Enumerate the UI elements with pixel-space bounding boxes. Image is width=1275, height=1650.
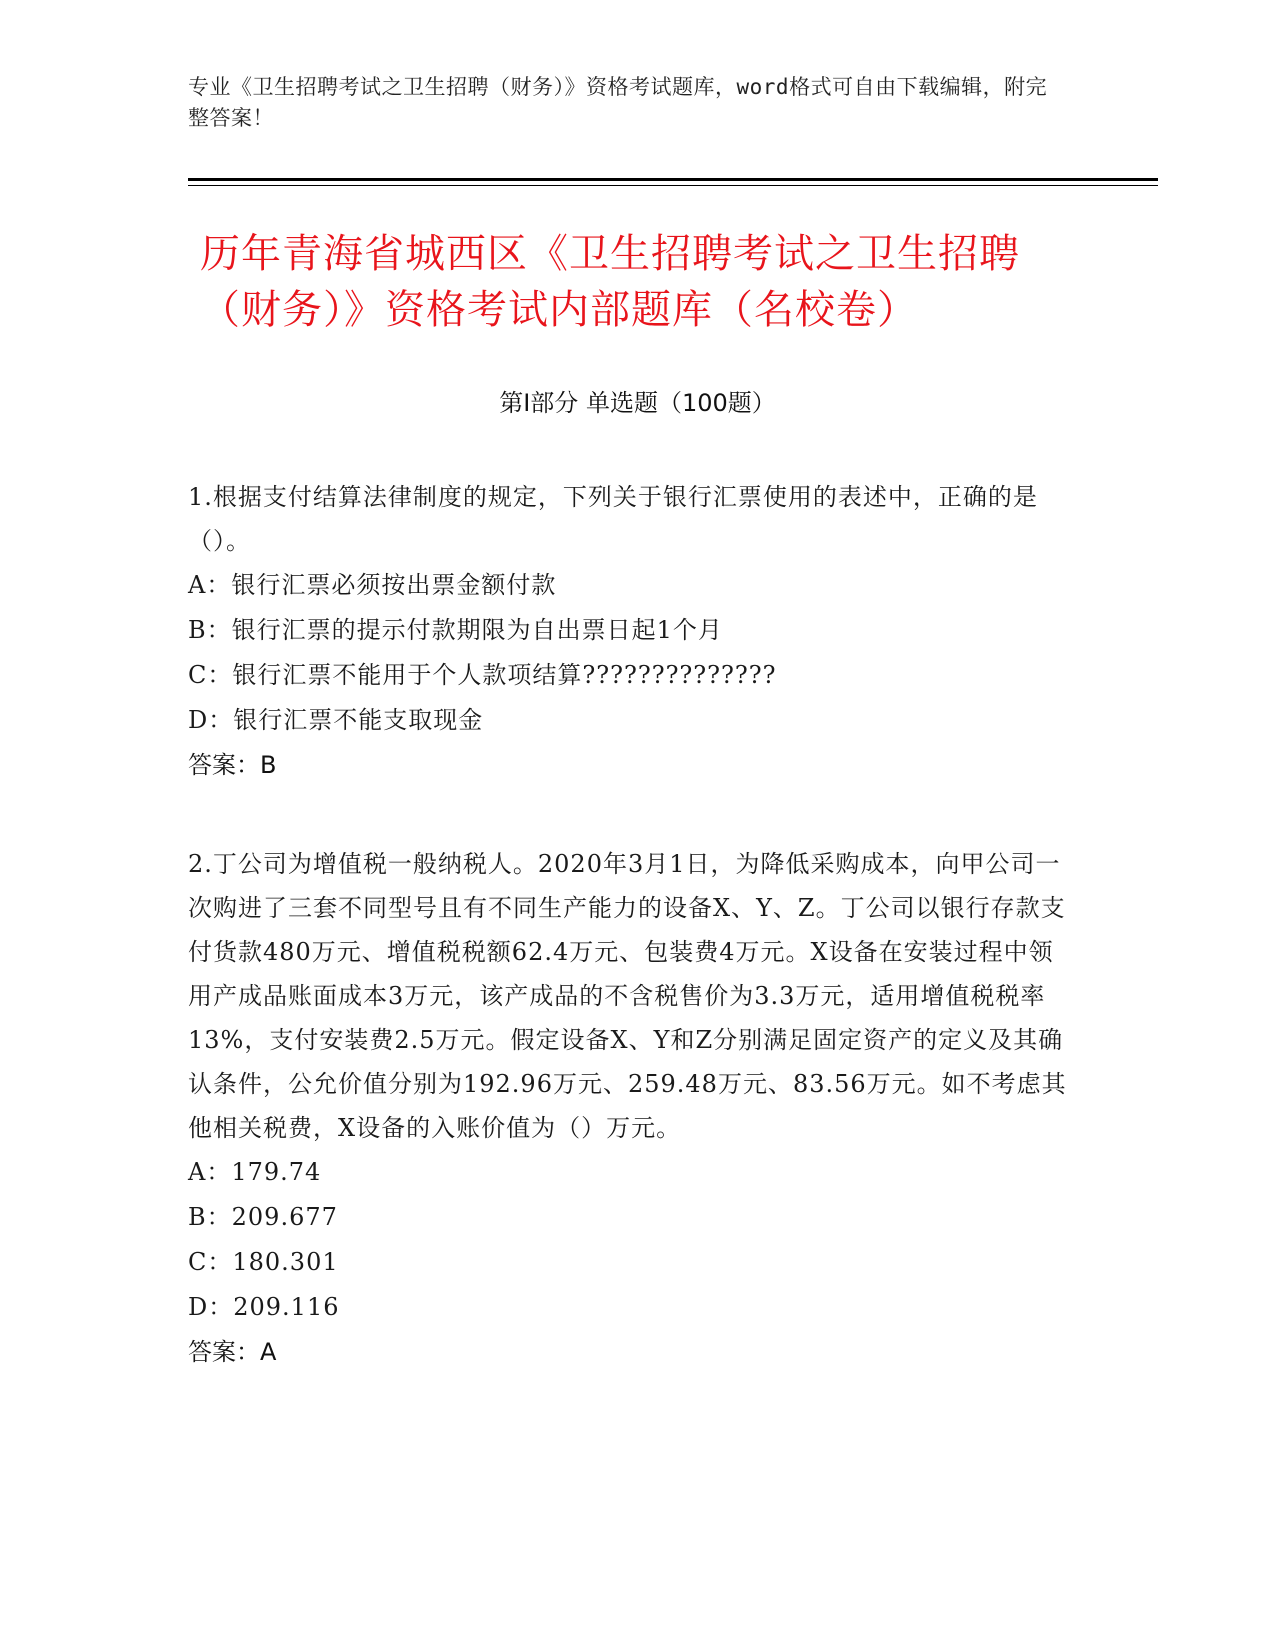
answer: 答案：B xyxy=(188,751,277,779)
header-rule-thick xyxy=(188,178,1158,181)
section-title: 第Ⅰ部分 单选题（100题） xyxy=(499,389,776,417)
option-d: D：银行汇票不能支取现金 xyxy=(188,706,484,734)
document-title: 历年青海省城西区《卫生招聘考试之卫生招聘（财务）》资格考试内部题库（名校卷） xyxy=(200,231,1020,333)
option-a: A：银行汇票必须按出票金额付款 xyxy=(188,571,557,599)
header-rule-thin xyxy=(188,185,1158,186)
question-block xyxy=(188,475,1078,788)
question-block xyxy=(188,842,1078,1375)
question-text: 2.丁公司为增值税一般纳税人。2020年3月1日，为降低采购成本，向甲公司一次购进了三套不同型号且有不同生产能力的设备X、Y、Z。丁公司以银行存款支付货款480万元、增值税税额62.4万元、包装费4万元。X设备在安装过程中领用产成品账面成本3万元，该产成品的不含税售价为3.3万元，适用增值税税率13%，支付安装费2.5万元。假定设备X、Y和Z分别满足固定资产的定义及其确认条件，公允价值分别为192.96万元、259.48万元、83.56万元。如不考虑其他相关税费，X设备的入账价值为（）万元。 xyxy=(188,850,1067,1142)
option-b: B：209.677 xyxy=(188,1203,338,1231)
option-b: B：银行汇票的提示付款期限为自出票日起1个月 xyxy=(188,616,723,644)
answer: 答案：A xyxy=(188,1338,277,1366)
option-a: A：179.74 xyxy=(188,1158,322,1186)
option-c: C：银行汇票不能用于个人款项结算?????????????? xyxy=(188,661,777,689)
option-d: D：209.116 xyxy=(188,1293,340,1321)
header-note: 专业《卫生招聘考试之卫生招聘（财务）》资格考试题库，word格式可自由下载编辑，附完整答案！ xyxy=(188,75,1048,130)
option-c: C：180.301 xyxy=(188,1248,339,1276)
question-text: 1.根据支付结算法律制度的规定，下列关于银行汇票使用的表述中，正确的是（）。 xyxy=(188,483,1038,555)
